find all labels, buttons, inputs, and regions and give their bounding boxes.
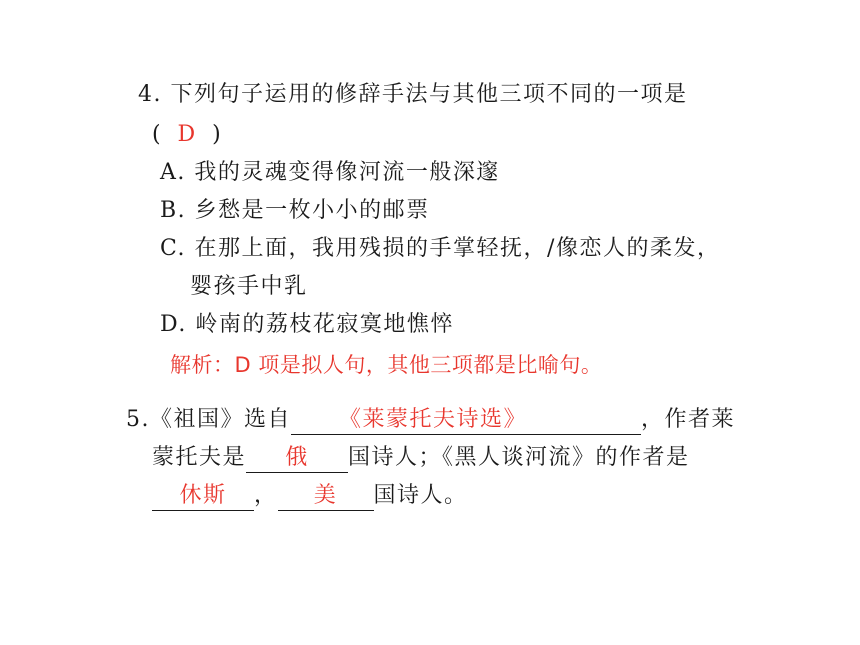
comma: ， [254, 483, 278, 508]
question-5-text-3: 蒙托夫是 [152, 445, 247, 470]
analysis-label: 解析： [170, 353, 235, 377]
question-5-text-4: 国诗人；《黑人谈河流》的作者是 [348, 445, 690, 470]
blank-3-answer: 休斯 [152, 482, 254, 511]
question-5-line-1 [126, 405, 735, 435]
analysis [170, 350, 602, 380]
blank-4-answer: 美 [278, 482, 374, 511]
option-b: B. 乡愁是一枚小小的邮票 [160, 198, 430, 223]
blank-1-lead [291, 406, 339, 435]
option-d: D. 岭南的荔枝花寂寞地憔悴 [160, 312, 454, 337]
analysis-text: D 项是拟人句，其他三项都是比喻句。 [234, 353, 603, 377]
question-5-line-2 [152, 443, 690, 473]
question-5-text-1: 5.《祖国》选自 [126, 407, 291, 432]
question-4-answer-line [152, 120, 222, 150]
option-a: A. 我的灵魂变得像河流一般深邃 [160, 160, 500, 185]
question-4-stem: 4. 下列句子运用的修辞手法与其他三项不同的一项是 [138, 82, 688, 107]
question-5-text-2: ，作者莱 [641, 407, 736, 432]
blank-1-tail [519, 406, 641, 435]
paren-close: ) [212, 122, 223, 147]
option-c: C. 在那上面，我用残损的手掌轻抚，/像恋人的柔发， [160, 236, 721, 261]
question-4-answer: D [177, 122, 197, 147]
paren-open: ( [152, 122, 163, 147]
blank-2-answer: 俄 [246, 444, 348, 473]
question-5-line-3 [152, 481, 468, 511]
blank-1-answer: 《莱蒙托夫诗选》 [339, 406, 519, 435]
question-5-text-5: 国诗人。 [373, 483, 468, 508]
option-c-continued: 婴孩手中乳 [190, 274, 308, 299]
